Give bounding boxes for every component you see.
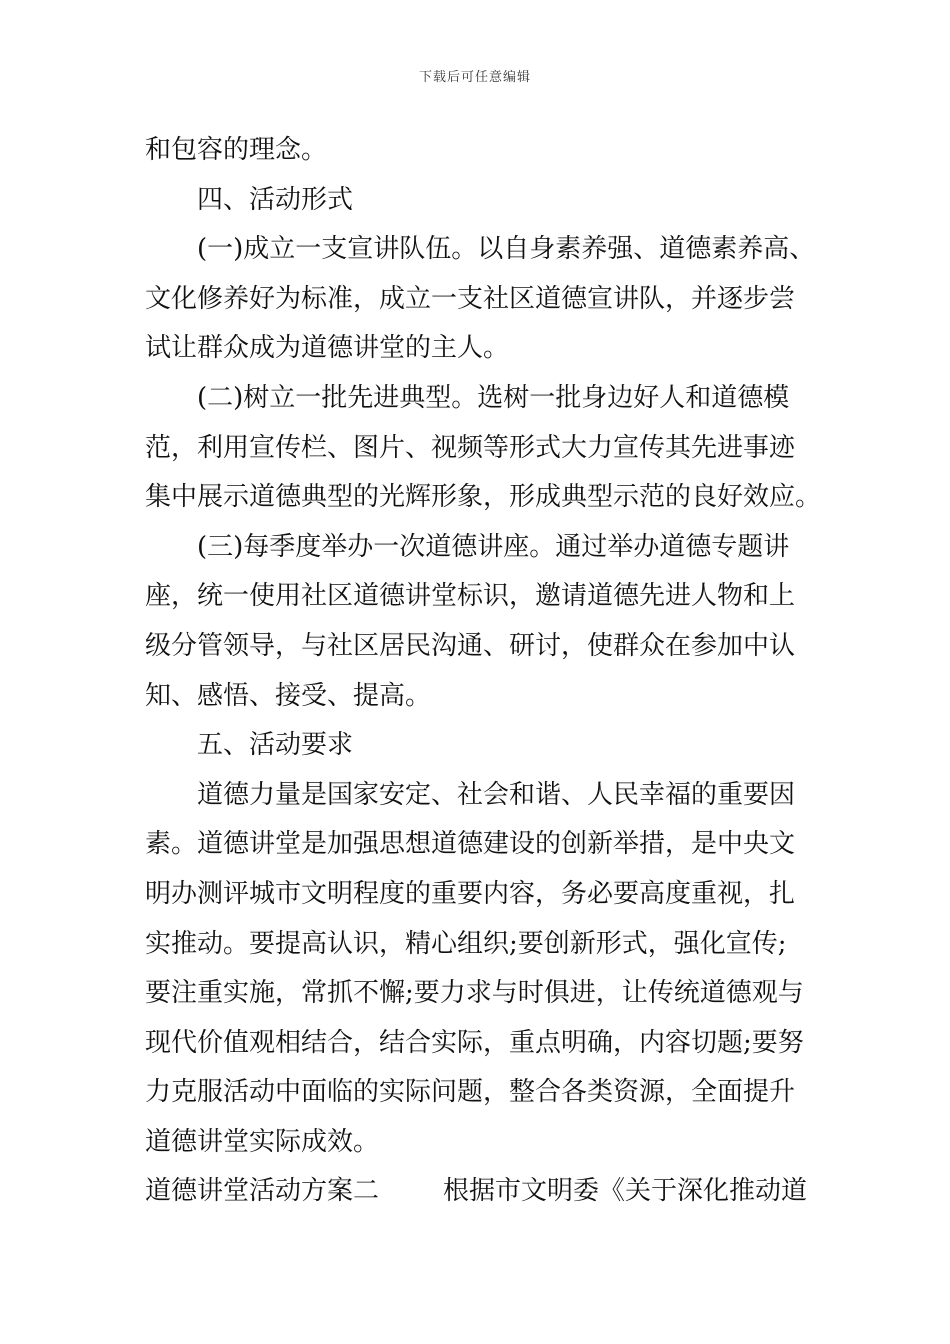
section-heading: 五、活动要求	[197, 730, 354, 761]
text-line: 现代价值观相结合，结合实际，重点明确，内容切题;要努	[145, 1027, 804, 1058]
document-title: 道德讲堂活动方案二	[145, 1176, 380, 1207]
text-line: 力克服活动中面临的实际问题，整合各类资源，全面提升	[145, 1077, 796, 1108]
text-line: 集中展示道德典型的光辉形象，形成典型示范的良好效应。	[145, 482, 822, 513]
text-line: 级分管领导，与社区居民沟通、研讨，使群众在参加中认	[145, 630, 796, 661]
text-line: 座，统一使用社区道德讲堂标识，邀请道德先进人物和上	[145, 581, 796, 612]
section-heading: 四、活动形式	[197, 184, 354, 215]
text-line: 道德力量是国家安定、社会和谐、人民幸福的重要因	[197, 779, 796, 810]
text-line: 知、感悟、接受、提高。	[145, 680, 432, 711]
text-line: 道德讲堂实际成效。	[145, 1126, 380, 1157]
text-line: (三)每季度举办一次道德讲座。通过举办道德专题讲	[197, 531, 790, 562]
text-line: 素。道德讲堂是加强思想道德建设的创新举措，是中央文	[145, 829, 796, 860]
text-line: 试让群众成为道德讲堂的主人。	[145, 333, 510, 364]
text-line: 明办测评城市文明程度的重要内容，务必要高度重视，扎	[145, 878, 796, 909]
text-line: 要注重实施，常抓不懈;要力求与时俱进，让传统道德观与	[145, 978, 804, 1009]
text-line: 文化修养好为标准，成立一支社区道德宣讲队，并逐步尝	[145, 283, 796, 314]
text-line: (二)树立一批先进典型。选树一批身边好人和道德模	[197, 382, 790, 413]
text-line: 和包容的理念。	[145, 135, 328, 165]
body-text	[145, 126, 835, 1217]
text-line: 范，利用宣传栏、图片、视频等形式大力宣传其先进事迹	[145, 432, 796, 463]
text-line-continuation: 根据市文明委《关于深化推动道	[442, 1176, 807, 1207]
text-line: (一)成立一支宣讲队伍。以自身素养强、道德素养高、	[197, 234, 816, 265]
text-line-split	[145, 1167, 807, 1217]
text-line: 实推动。要提高认识，精心组织;要创新形式，强化宣传;	[145, 928, 787, 959]
page-header: 下载后可任意编辑	[418, 70, 531, 85]
